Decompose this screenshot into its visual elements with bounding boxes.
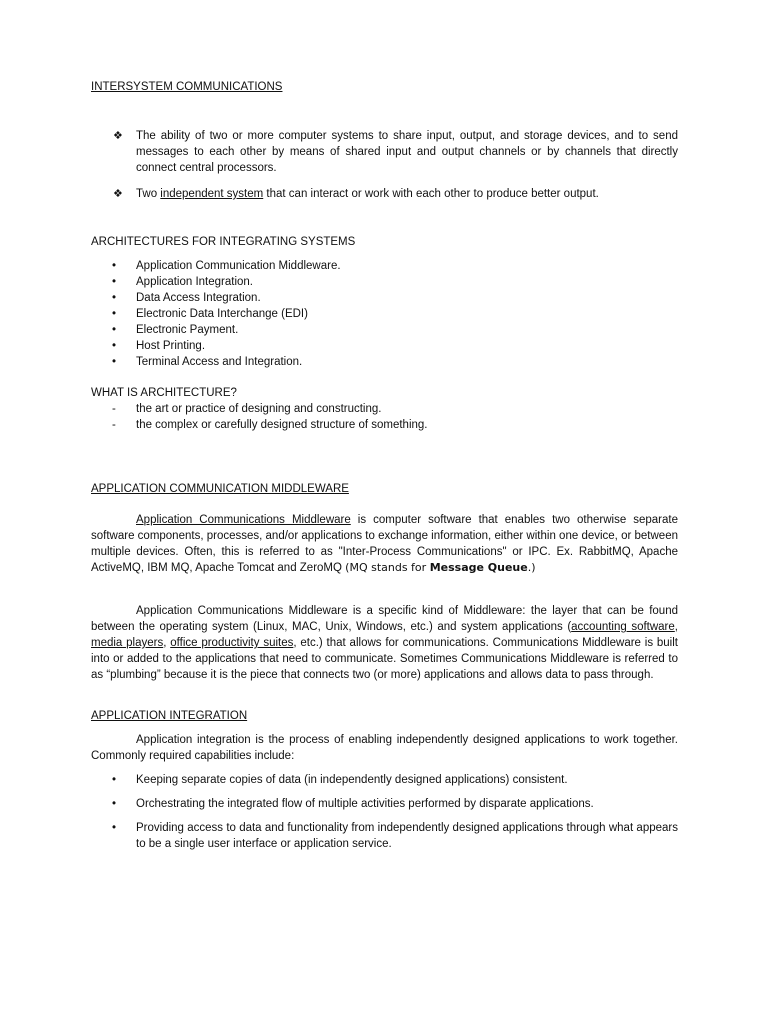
heading-acm: APPLICATION COMMUNICATION MIDDLEWARE (91, 483, 349, 495)
intersystem-list (91, 128, 678, 212)
office-productivity-suites-link[interactable]: office productivity suites (170, 637, 294, 649)
list-item: • Electronic Data Interchange (EDI) (112, 308, 308, 320)
list-item: • Terminal Access and Integration. (112, 356, 303, 368)
list-item: • Host Printing. (112, 340, 206, 352)
heading-architectures: ARCHITECTURES FOR INTEGRATING SYSTEMS (91, 236, 356, 248)
list-item: • Providing access to data and functionality from independently designed applications through what appears to be a single user interface or application service. (112, 822, 678, 850)
bullet-icon: • (112, 798, 117, 810)
list-item: ❖ The ability of two or more computer systems to share input, output, and storage devices, and to send messages to each other by means of shared input and output channels or by channels that directly connect central processors. (113, 130, 678, 174)
bullet-icon: • (112, 324, 117, 336)
dash-marker: - (112, 403, 116, 415)
accounting-software-link[interactable]: accounting software (571, 621, 675, 633)
acm-paragraph-2: Application Communications Middleware is a specific kind of Middleware: the layer that can be found between the operating system (Linux, MAC, Unix, Windows, etc.) and system applications (accounting software, media players, office productivity suites, etc.) that allows for communications. Communications Middleware is built into or added to the applications that need to communicate. Sometimes Communications Middleware is referred to as “plumbing” because it is the piece that connects two (or more) applications and allows data to pass through. (91, 605, 678, 681)
app-integration-intro: Application integration is the process of enabling independently designed applications to work together. Commonly required capabilities include: (91, 734, 678, 762)
bullet-icon: • (112, 774, 117, 786)
bullet-icon: • (112, 340, 117, 352)
diamond-bullet-icon: ❖ (113, 188, 123, 200)
heading-app-integration: APPLICATION INTEGRATION (91, 710, 248, 722)
what-is-list (91, 401, 678, 433)
heading-what-is-architecture: WHAT IS ARCHITECTURE? (91, 387, 237, 399)
list-item: • Orchestrating the integrated flow of multiple activities performed by disparate applications. (112, 798, 594, 810)
bullet-icon: • (112, 308, 117, 320)
media-players-link[interactable]: media players (91, 637, 164, 649)
bullet-icon: • (112, 260, 117, 272)
architectures-list (91, 258, 678, 370)
list-item: - the complex or carefully designed structure of something. (112, 419, 428, 431)
dash-marker: - (112, 419, 116, 431)
acm-term-link[interactable]: Application Communications Middleware (136, 514, 351, 526)
bullet-icon: • (112, 276, 117, 288)
heading-intersystem: INTERSYSTEM COMMUNICATIONS (91, 81, 283, 93)
independent-system-link[interactable]: independent system (160, 188, 264, 200)
list-item: - the art or practice of designing and constructing. (112, 403, 382, 415)
list-item: • Keeping separate copies of data (in independently designed applications) consistent. (112, 774, 568, 786)
app-integration-list (91, 772, 678, 860)
diamond-bullet-icon: ❖ (113, 130, 123, 142)
list-item: • Application Integration. (112, 276, 253, 288)
list-item: ❖ Two independent system that can interact or work with each other to produce better output. (113, 188, 599, 200)
bullet-icon: • (112, 356, 117, 368)
bullet-icon: • (112, 822, 117, 834)
list-item: • Electronic Payment. (112, 324, 239, 336)
bullet-icon: • (112, 292, 117, 304)
list-item: • Application Communication Middleware. (112, 260, 341, 272)
list-item: • Data Access Integration. (112, 292, 261, 304)
acm-paragraph-1: Application Communications Middleware is computer software that enables two otherwise separate software components, processes, and/or applications to exchange information, either within one device, or between multiple devices. Often, this is referred to as "Inter-Process Communications" or IPC. Ex. RabbitMQ, Apache ActiveMQ, IBM MQ, Apache Tomcat and ZeroMQ (MQ stands for Message Queue.) (91, 514, 678, 574)
